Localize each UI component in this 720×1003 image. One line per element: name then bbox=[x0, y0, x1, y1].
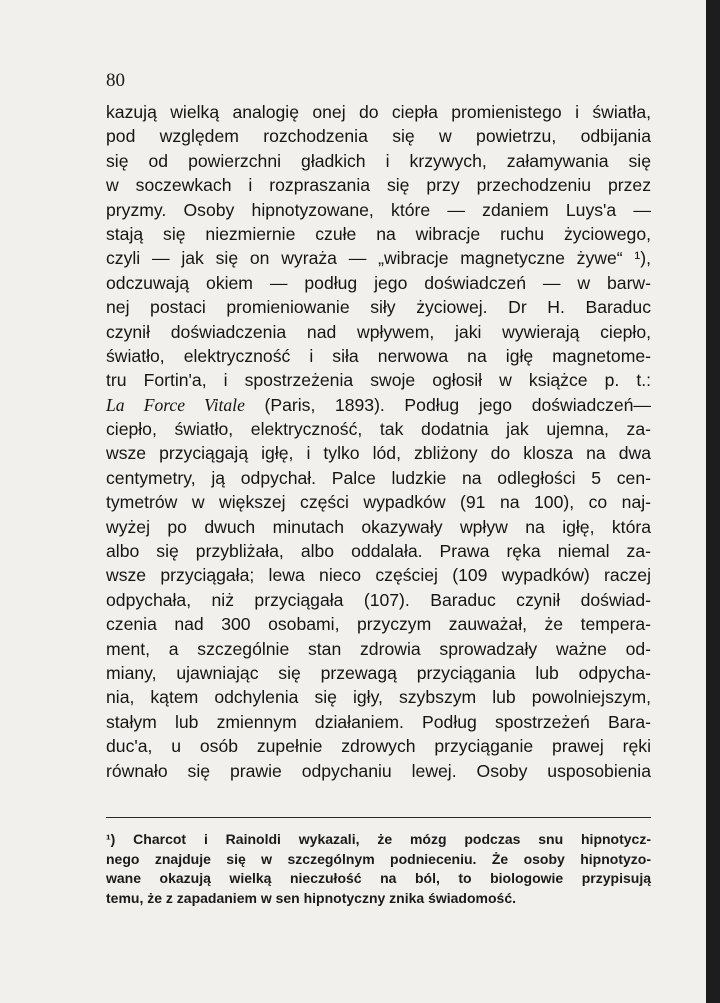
text-line: czyli — jak się on wyraża — „wibracje magnetyczne żywe“ ¹), bbox=[106, 248, 651, 269]
page-number: 80 bbox=[106, 70, 125, 91]
text-line: pod względem rozchodzenia się w powietrzu, odbijania bbox=[106, 126, 651, 147]
body-text bbox=[106, 100, 651, 783]
footnote-line: wane okazują wielką nieczułość na ból, to biologowie przypisują bbox=[106, 870, 651, 886]
text-line: tru Fortin'a, i spostrzeżenia swoje ogłosił w książce p. t.: bbox=[106, 370, 651, 391]
text-line: kazują wielką analogię onej do ciepła promienistego i światła, bbox=[106, 102, 651, 122]
text-line: albo się przybliżała, albo oddalała. Prawa ręka niemal za- bbox=[106, 541, 651, 562]
text-line: światło, elektryczność i siła nerwowa na igłę magnetome- bbox=[106, 345, 651, 366]
text-line: stają się niezmiernie czułe na wibracje ruchu życiowego, bbox=[106, 223, 651, 244]
text-line: w soczewkach i rozpraszania się przy przechodzeniu przez bbox=[106, 175, 651, 196]
text-line: tymetrów w większej części wypadków (91 na 100), co naj- bbox=[106, 492, 651, 513]
scan-edge bbox=[706, 0, 720, 1003]
text-line: nia, kątem odchylenia się igły, szybszym lub powolniejszym, bbox=[106, 687, 651, 708]
text-line: odczuwają okiem — podług jego doświadczeń — w barw- bbox=[106, 272, 651, 293]
footnote-line: ¹) Charcot i Rainoldi wykazali, że mózg podczas snu hipnotycz- bbox=[106, 831, 651, 847]
text-line: równało się prawie odpychaniu lewej. Osoby usposobienia bbox=[106, 760, 651, 781]
text-line: wsze przyciągają igłę, i tylko lód, zbliżony do klosza na dwa bbox=[106, 443, 651, 464]
text-line: wsze przyciągała; lewa nieco częściej (109 wypadków) raczej bbox=[106, 565, 651, 586]
text-fragment: (Paris, 1893). Podług jego doświadczeń— bbox=[244, 394, 651, 415]
text-line: czynił doświadczenia nad wpływem, jaki wywierają ciepło, bbox=[106, 321, 651, 342]
book-title: La Force Vitale bbox=[106, 394, 245, 415]
text-line: ment, a szczególnie stan zdrowia sprowadzały ważne od- bbox=[106, 638, 651, 659]
text-line: miany, ujawniając się przewagą przyciągania lub odpycha- bbox=[106, 662, 651, 683]
text-line: centymetry, ją odpychał. Palce ludzkie na odległości 5 cen- bbox=[106, 467, 651, 488]
text-line-with-book-title bbox=[106, 393, 651, 417]
text-line: odpychała, niż przyciągała (107). Baraduc czynił doświad- bbox=[106, 589, 651, 610]
text-line: stałym lub zmiennym działaniem. Podług spostrzeżeń Bara- bbox=[106, 711, 651, 732]
footnote bbox=[106, 830, 651, 908]
text-line: nej postaci promieniowanie siły życiowej. Dr H. Baraduc bbox=[106, 297, 651, 318]
footnote-line: temu, że z zapadaniem w sen hipnotyczny znika świadomość. bbox=[106, 889, 516, 906]
text-line: duc'a, u osób zupełnie zdrowych przyciąganie prawej ręki bbox=[106, 736, 651, 757]
text-line: wyżej po dwuch minutach okazywały wpływ na igłę, która bbox=[106, 516, 651, 537]
footnote-line: nego znajduje się w szczególnym podnieceniu. Że osoby hipnotyzo- bbox=[106, 850, 651, 867]
text-line: czenia nad 300 osobami, przyczym zauważał, że tempera- bbox=[106, 614, 651, 635]
footnote-divider bbox=[106, 817, 651, 818]
text-line: się od powierzchni gładkich i krzywych, załamywania się bbox=[106, 150, 651, 171]
text-line: ciepło, światło, elektryczność, tak dodatnia jak ujemna, za- bbox=[106, 419, 651, 440]
text-line: pryzmy. Osoby hipnotyzowane, które — zdaniem Luys'a — bbox=[106, 199, 651, 220]
